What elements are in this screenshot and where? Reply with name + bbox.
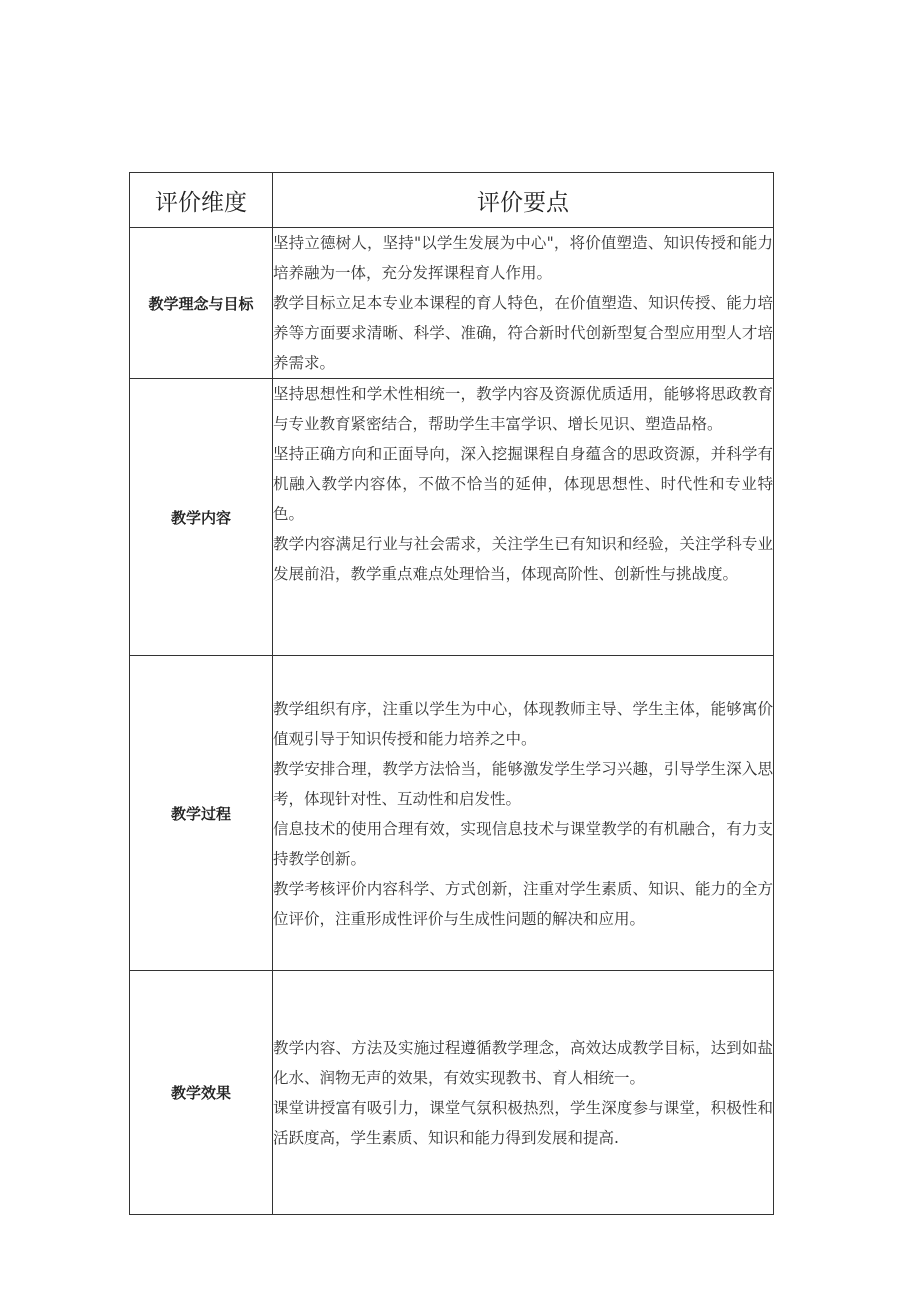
table-header-row: [130, 173, 774, 228]
header-dimension: 评价维度: [130, 173, 273, 228]
evaluation-table: [129, 172, 774, 1215]
point-text: 教学内容、方法及实施过程遵循教学理念，高效达成教学目标，达到如盐化水、润物无声的效果，有效实现教书、育人相统一。: [273, 1039, 773, 1087]
points-cell: [273, 228, 774, 379]
dimension-cell: 教学效果: [130, 971, 273, 1215]
point-text: 教学安排合理，教学方法恰当，能够激发学生学习兴趣，引导学生深入思考，体现针对性、互动性和启发性。: [273, 760, 773, 808]
points-cell: [273, 971, 774, 1215]
point-text: 坚持立德树人，坚持"以学生发展为中心"，将价值塑造、知识传授和能力培养融为一体，充分发挥课程育人作用。: [273, 234, 773, 282]
point-text: 信息技术的使用合理有效，实现信息技术与课堂教学的有机融合，有力支持教学创新。: [273, 820, 773, 868]
table-row: [130, 379, 774, 656]
table-row: [130, 228, 774, 379]
dimension-cell: 教学理念与目标: [130, 228, 273, 379]
point-text: 教学考核评价内容科学、方式创新，注重对学生素质、知识、能力的全方位评价，注重形成性评价与生成性问题的解决和应用。: [273, 880, 773, 928]
table-row: [130, 971, 774, 1215]
points-cell: [273, 656, 774, 971]
header-points: 评价要点: [273, 173, 774, 228]
point-text: 坚持正确方向和正面导向，深入挖掘课程自身蕴含的思政资源，并科学有机融入教学内容体，不做不恰当的延伸，体现思想性、时代性和专业特色。: [273, 445, 773, 523]
points-cell: [273, 379, 774, 656]
point-text: 坚持思想性和学术性相统一，教学内容及资源优质适用，能够将思政教育与专业教育紧密结合，帮助学生丰富学识、增长见识、塑造品格。: [273, 385, 773, 433]
point-text: 教学内容满足行业与社会需求，关注学生已有知识和经验，关注学科专业发展前沿，教学重点难点处理恰当，体现高阶性、创新性与挑战度。: [273, 535, 773, 583]
dimension-cell: 教学过程: [130, 656, 273, 971]
table-row: [130, 656, 774, 971]
dimension-cell: 教学内容: [130, 379, 273, 656]
point-text: 课堂讲授富有吸引力，课堂气氛积极热烈，学生深度参与课堂，积极性和活跃度高，学生素质、知识和能力得到发展和提高.: [273, 1099, 773, 1147]
point-text: 教学目标立足本专业本课程的育人特色，在价值塑造、知识传授、能力培养等方面要求清晰、科学、准确，符合新时代创新型复合型应用型人才培养需求。: [273, 294, 773, 372]
point-text: 教学组织有序，注重以学生为中心，体现教师主导、学生主体，能够寓价值观引导于知识传授和能力培养之中。: [273, 700, 773, 748]
